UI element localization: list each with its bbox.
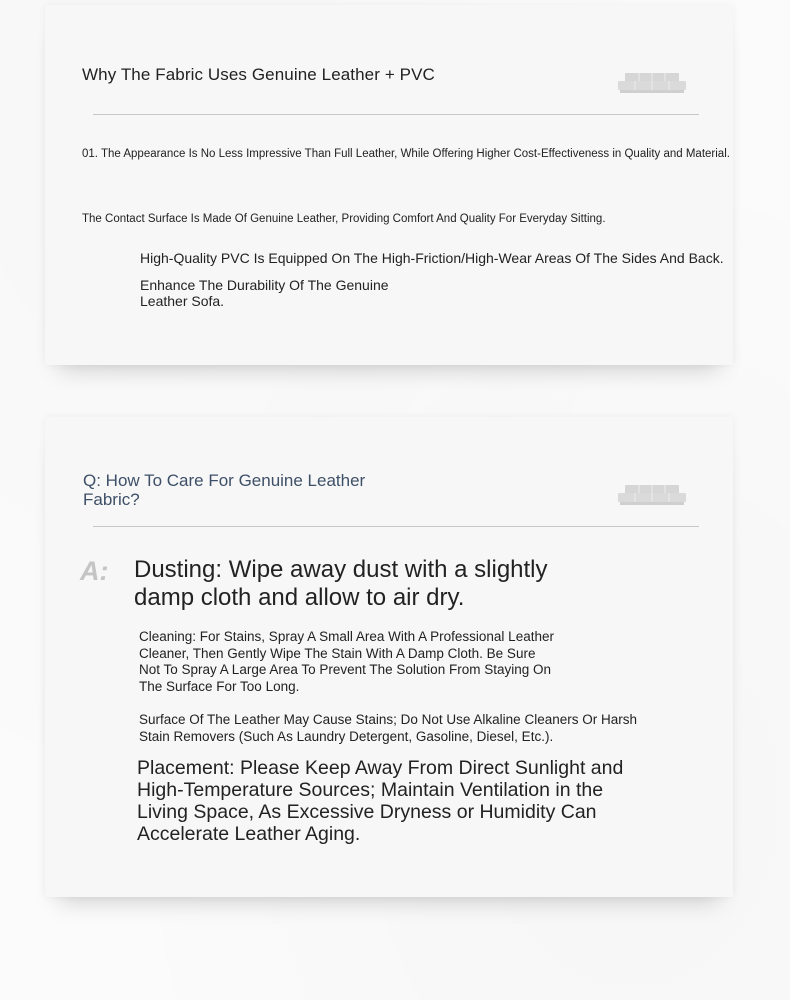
care-question: Q: How To Care For Genuine Leather Fabric? [83,471,366,509]
answer-label: A: [80,556,109,586]
placement-instructions: Placement: Please Keep Away From Direct Sunlight and High-Temperature Sources; Maintain Ventilation in the Living Space, As Excessive Dryness or Humidity Can Accelerate Leather Aging. [137,757,624,845]
point-durability: Enhance The Durability Of The Genuine Leather Sofa. [140,277,389,309]
point-appearance: 01. The Appearance Is No Less Impressive Than Full Leather, While Offering Higher Cost-Effectiveness in Quality and Material. [82,148,730,160]
surface-warning: Surface Of The Leather May Cause Stains; Do Not Use Alkaline Cleaners Or Harsh Stain Removers (Such As Laundry Detergent, Gasoline, Diesel, Etc.). [139,712,637,744]
fabric-info-card [45,5,733,365]
point-contact-surface: The Contact Surface Is Made Of Genuine Leather, Providing Comfort And Quality For Everyday Sitting. [82,213,606,225]
sofa-icon [617,483,687,507]
sofa-icon [617,71,687,95]
point-pvc: High-Quality PVC Is Equipped On The High-Friction/High-Wear Areas Of The Sides And Back. [140,250,724,266]
dusting-answer: Dusting: Wipe away dust with a slightly damp cloth and allow to air dry. [134,556,548,611]
section-divider [93,114,699,115]
section-title: Why The Fabric Uses Genuine Leather + PVC [82,65,435,84]
cleaning-instructions: Cleaning: For Stains, Spray A Small Area With A Professional Leather Cleaner, Then Gently Wipe The Stain With A Damp Cloth. Be Sure Not To Spray A Large Area To Prevent The Solution From Staying On The Surface For Too Long. [139,629,554,694]
leather-care-card [45,417,733,897]
section-divider [93,526,699,527]
